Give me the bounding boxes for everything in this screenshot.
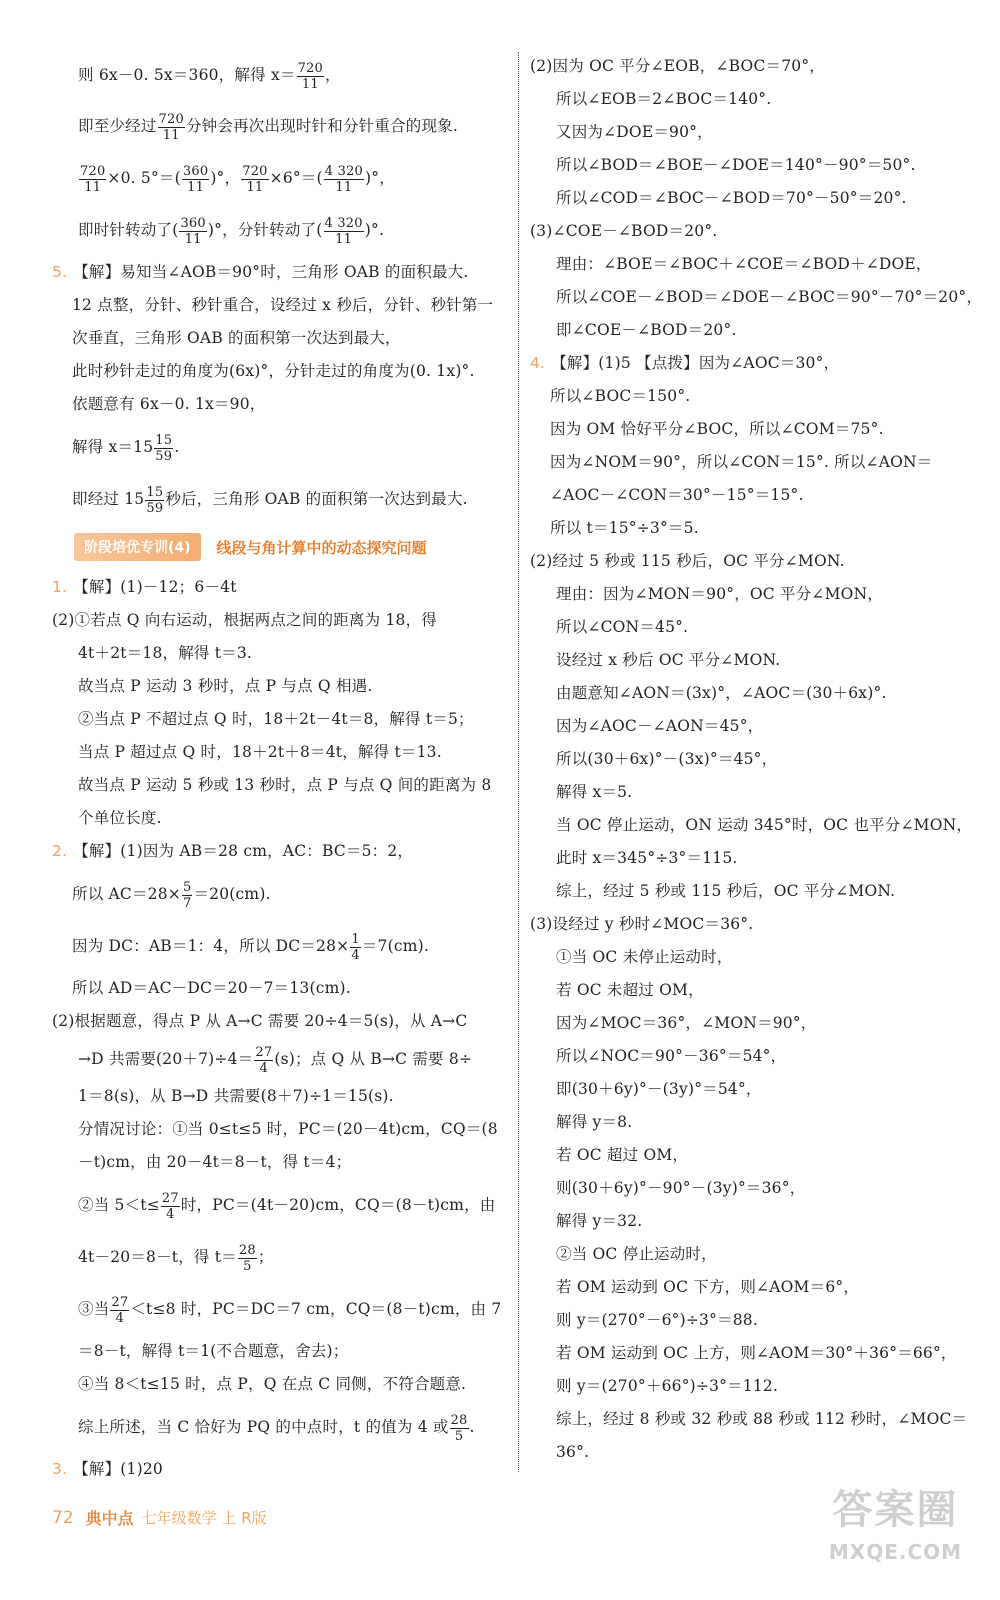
text-span: 【解】(1)因为 AB＝28 cm，AC：BC＝5：2， [73,842,414,860]
page-footer [52,1506,267,1529]
denominator: 11 [335,179,353,195]
text-line: (3)设经过 y 秒时∠MOC＝36°. [530,915,754,933]
fraction [238,1243,257,1274]
fraction [350,932,360,963]
text-span: 【解】(1)－12；6－4t [73,578,237,596]
fraction [158,112,185,143]
text-span: 【解】(1)5 【点拨】因为∠AOC＝30°， [551,354,840,372]
text-line: 所以∠BOD＝∠BOE－∠DOE＝140°－90°＝50°. [556,156,916,174]
denominator: 4 [166,1206,175,1222]
text-line: 所以 AD＝AC－DC＝20－7＝13(cm). [72,979,351,997]
fraction [79,164,106,195]
denominator: 11 [187,179,205,195]
left-column [52,50,504,1486]
numerator: 27 [255,1044,273,1060]
text-line: 因为∠AOC－∠AON＝45°， [556,717,764,735]
watermark-text: 答案圈 [832,1487,959,1533]
denominator: 59 [155,448,173,464]
text-line [52,204,504,256]
text-span: ＝20(cm). [193,885,271,903]
text-span: ， [325,66,341,84]
text-line: (2)根据题意，得点 P 从 A→C 需要 20÷4＝5(s)，从 A→C [52,1012,468,1030]
numerator: 720 [80,163,106,179]
text-line: 所以∠CON＝45°. [556,618,689,636]
watermark-url: MXQE.COM [828,1540,963,1564]
fraction [450,1413,469,1444]
text-line: 此时秒针走过的角度为(6x)°，分针走过的角度为(0. 1x)°. [72,362,475,380]
text-span: 解得 x＝15 [72,438,154,456]
numerator: 720 [242,163,268,179]
text-line: 解得 y＝8. [556,1113,633,1131]
text-line: ＝8－t，解得 t＝1(不合题意，舍去)； [78,1342,349,1360]
text-line: －t)cm，由 20－4t＝8－t，得 t＝4； [78,1153,352,1171]
text-line: 因为 OM 恰好平分∠BOC，所以∠COM＝75°. [550,420,884,438]
fraction [254,1045,273,1076]
question-1-line [52,571,504,604]
text-line: 若 OC 超过 OM， [556,1146,689,1164]
text-line: ②当 OC 停止运动时， [556,1245,717,1263]
numerator: 720 [158,111,184,127]
text-line: 此时 x＝345°÷3°＝115. [556,849,738,867]
text-span: (s)；点 Q 从 B→C 需要 8÷ [274,1050,473,1068]
question-4-line [530,347,982,380]
text-line: 即(30＋6y)°－(3y)°＝54°， [556,1080,762,1098]
right-column [530,50,982,1469]
book-title: 七年级数学 上 R版 [141,1509,267,1527]
text-line: 则 y＝(270°＋66°)÷3°＝112. [556,1377,779,1395]
text-line: 所以(30＋6x)°－(3x)°＝45°， [556,750,778,768]
text-span: 即时针转动了( [78,221,179,239]
text-line: 设经过 x 秒后 OC 平分∠MON. [556,651,781,669]
text-line [52,1231,504,1283]
denominator: 11 [301,76,319,92]
text-line: 解得 x＝5. [556,783,633,801]
denominator: 4 [259,1060,269,1076]
text-line: 即∠COE－∠BOD＝20°. [556,321,737,339]
text-line: 分情况讨论：①当 0≤t≤5 时，PC＝(20－4t)cm，CQ＝(8 [78,1120,498,1138]
text-line: (2)经过 5 秒或 115 秒后，OC 平分∠MON. [530,552,845,570]
text-span: . [174,438,180,456]
column-divider [518,52,519,1472]
numerator: 4 320 [324,163,364,179]
text-line: 则 y＝(270°－6°)÷3°＝88. [556,1311,758,1329]
fraction [154,433,173,464]
text-line: 若 OC 未超过 OM， [556,981,704,999]
question-number: 1. [52,578,68,596]
numerator: 28 [450,1412,468,1428]
page-number: 72 [52,1507,74,1528]
numerator: 1 [351,931,360,947]
text-line: 若 OM 运动到 OC 下方，则∠AOM＝6°， [556,1278,860,1296]
text-span: 时，PC＝(4t－20)cm，CQ＝(8－t)cm，由 [180,1196,496,1214]
text-line: 由题意知∠AON＝(3x)°，∠AOC＝(30＋6x)°. [556,684,887,702]
question-number: 2. [52,842,68,860]
text-line: 所以∠BOC＝150°. [550,387,691,405]
denominator: 11 [246,179,264,195]
text-line [52,473,504,525]
text-line: 故当点 P 运动 5 秒或 13 秒时，点 P 与点 Q 间的距离为 8 [78,776,492,794]
denominator: 11 [84,179,102,195]
text-line [52,152,504,204]
text-line: 所以 t＝15°÷3°＝5. [550,519,699,537]
numerator: 15 [155,432,173,448]
denominator: 11 [184,231,202,247]
text-line: 若 OM 运动到 OC 上方，则∠AOM＝30°＋36°＝66°， [556,1344,957,1362]
text-line [52,100,504,152]
text-span: 【解】易知当∠AOB＝90°时，三角形 OAB 的面积最大. [73,263,469,281]
text-span: 分钟会再次出现时针和分针重合的现象. [185,117,458,135]
numerator: 5 [183,879,192,895]
text-line: 当 OC 停止运动，ON 运动 345°时，OC 也平分∠MON， [556,816,973,834]
text-span: )°，分针转动了( [207,221,323,239]
question-5-line [52,256,504,289]
text-span: ； [257,1248,274,1266]
question-number: 3. [52,1460,68,1478]
text-line: 故当点 P 运动 3 秒时，点 P 与点 Q 相遇. [78,677,373,695]
text-line: 所以∠EOB＝2∠BOC＝140°. [556,90,772,108]
fraction [182,164,209,195]
numerator: 360 [182,163,209,179]
denominator: 11 [162,127,180,143]
text-line: 12 点整，分针、秒针重合，设经过 x 秒后，分针、秒针第一 [72,296,494,314]
text-span: ＜t≤8 时，PC＝DC＝7 cm，CQ＝(8－t)cm，由 7 [130,1300,502,1318]
numerator: 28 [238,1242,256,1258]
text-line: (2)①若点 Q 向右运动，根据两点之间的距离为 18，得 [52,611,437,629]
text-span: )°， [365,169,395,187]
text-line: 则(30＋6y)°－90°－(3y)°＝36°， [556,1179,806,1197]
numerator: 4 320 [324,215,363,231]
text-span: ×0. 5°＝( [107,169,181,187]
fraction [110,1295,129,1326]
numerator: 27 [111,1294,129,1310]
watermark [808,1480,983,1590]
text-span: 秒后，三角形 OAB 的面积第一次达到最大. [165,490,468,508]
question-number: 4. [530,354,546,372]
text-line: 解得 y＝32. [556,1212,643,1230]
denominator: 4 [351,947,360,963]
text-line: ④当 8＜t≤15 时，点 P，Q 在点 C 同侧，不符合题意. [78,1375,467,1393]
fraction [324,216,364,247]
numerator: 720 [297,60,324,76]
text-span: )°， [210,169,241,187]
denominator: 5 [454,1428,464,1444]
text-span: 综上所述，当 C 恰好为 PQ 的中点时，t 的值为 4 或 [78,1418,449,1436]
text-span: →D 共需要(20＋7)÷4＝ [78,1050,254,1068]
text-line: 4t＋2t＝18，解得 t＝3. [78,644,253,662]
fraction [297,61,324,92]
question-2-line [52,835,504,868]
text-line: 理由：因为∠MON＝90°，OC 平分∠MON， [556,585,884,603]
text-line [52,1283,504,1335]
text-line: ①当 OC 未停止运动时， [556,948,733,966]
fraction [324,164,364,195]
denominator: 5 [243,1258,252,1274]
text-line: 当点 P 超过点 Q 时，18＋2t＋8＝4t，解得 t＝13. [78,743,442,761]
numerator: 15 [146,484,164,500]
denominator: 59 [146,500,164,516]
text-span: ②当 5＜t≤ [78,1196,160,1214]
text-line [52,1038,504,1080]
text-line: 又因为∠DOE＝90°， [556,123,713,141]
text-line: ∠AOC－∠CON＝30°－15°＝15°. [550,486,804,504]
brand-logo: 典中点 [85,1509,134,1528]
text-span: ＝7(cm). [361,937,430,955]
text-line: 综上，经过 8 秒或 32 秒或 88 秒或 112 秒时，∠MOC＝ [556,1410,968,1428]
text-line: 所以∠COD＝∠BOC－∠BOD＝70°－50°＝20°. [556,189,907,207]
text-span: 即经过 15 [72,490,145,508]
numerator: 360 [180,215,206,231]
text-span: 所以 AC＝28× [72,885,181,903]
text-line: 个单位长度. [78,809,162,827]
text-span: 即至少经过 [78,117,157,135]
text-line: 36°. [556,1443,590,1461]
text-span: )°. [364,221,385,239]
text-span: . [469,1418,475,1436]
text-line: 依题意有 6x－0. 1x＝90， [72,395,266,413]
text-line: (3)∠COE－∠BOD＝20°. [530,222,718,240]
text-line: 所以∠COE－∠BOD＝∠DOE－∠BOC＝90°－70°＝20°， [556,288,983,306]
text-line [52,50,504,100]
denominator: 7 [183,895,192,911]
fraction [179,216,206,247]
section-banner [52,529,504,565]
fraction [241,164,268,195]
text-line [52,421,504,473]
text-line [52,920,504,972]
text-line [52,1179,504,1231]
fraction [182,880,192,911]
text-line [52,868,504,920]
question-number: 5. [52,263,68,281]
numerator: 27 [161,1190,179,1206]
text-line: (2)因为 OC 平分∠EOB，∠BOC＝70°， [530,57,825,75]
text-line: ②当点 P 不超过点 Q 时，18＋2t－4t＝8，解得 t＝5； [78,710,474,728]
question-3-line [52,1453,504,1486]
text-span: 4t－20＝8－t，得 t＝ [78,1248,237,1266]
text-line: 因为∠NOM＝90°，所以∠CON＝15°. 所以∠AON＝ [550,453,933,471]
denominator: 4 [115,1310,125,1326]
text-span: ×6°＝( [269,169,323,187]
fraction [145,485,164,516]
text-span: 则 6x－0. 5x＝360，解得 x＝ [78,66,296,84]
text-line: 理由：∠BOE＝∠BOC＋∠COE＝∠BOD＋∠DOE， [556,255,932,273]
text-span: 因为 DC：AB＝1：4，所以 DC＝28× [72,937,350,955]
banner-title: 线段与角计算中的动态探究问题 [216,538,427,557]
text-line: 1＝8(s)，从 B→D 共需要(8＋7)÷1＝15(s). [78,1087,394,1105]
banner-tag: 阶段培优专训(4) [74,533,201,561]
text-line: 综上，经过 5 秒或 115 秒后，OC 平分∠MON. [556,882,896,900]
denominator: 11 [335,231,353,247]
text-line: 因为∠MOC＝36°，∠MON＝90°， [556,1014,817,1032]
text-span: 【解】(1)20 [73,1460,163,1478]
text-line [52,1401,504,1453]
text-span: ③当 [78,1300,110,1318]
fraction [161,1191,180,1222]
text-line: 所以∠NOC＝90°－36°＝54°， [556,1047,787,1065]
text-line: 次垂直，三角形 OAB 的面积第一次达到最大， [72,329,401,347]
